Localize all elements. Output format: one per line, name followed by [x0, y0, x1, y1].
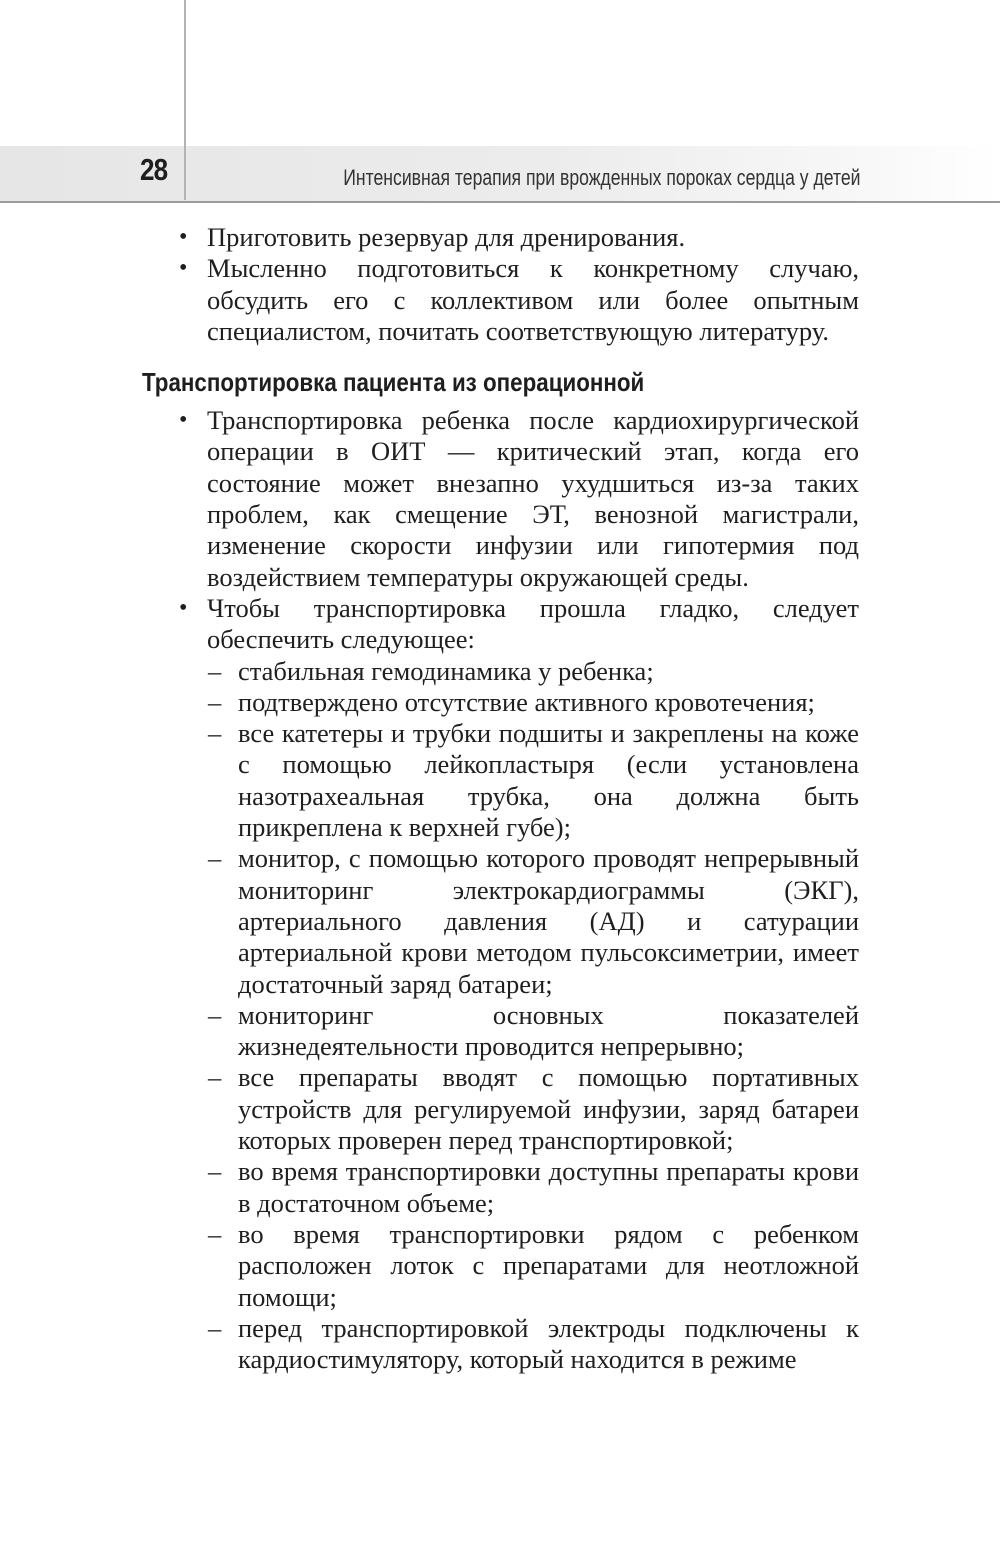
- list-item-text: Мысленно подготовиться к конкретному случаю, обсудить его с коллективом или более опытным специалистом, почитать соответствующую литературу.: [207, 253, 859, 346]
- section-heading: Транспортировка пациента из операционной: [142, 367, 645, 398]
- list-item-text: Чтобы транспортировка прошла гладко, следует обеспечить следующее:: [207, 592, 859, 655]
- sub-list-item: [208, 655, 859, 687]
- bullet-marker: •: [179, 407, 188, 434]
- sub-list-item-text: все катетеры и трубки подшиты и закреплены на коже с помощью лейкопластыря (если установлена назотрахеальная трубка, она должна быть прикреплена к верхней губе);: [238, 718, 859, 843]
- sub-list-item-text: подтверждено отсутствие активного кровотечения;: [238, 686, 815, 717]
- list-item: [179, 222, 859, 253]
- page-number: 28: [140, 152, 168, 187]
- list-item: [179, 592, 859, 656]
- header-vertical-rule: [184, 0, 186, 200]
- dash-marker: –: [208, 1312, 222, 1343]
- page-body: [0, 222, 1000, 1375]
- dash-marker: –: [208, 1156, 222, 1187]
- dash-marker: –: [208, 655, 222, 686]
- list-item-text: Транспортировка ребенка после кардиохирургической операции в ОИТ — критический этап, когда его состояние может внезапно ухудшиться из-за таких проблем, как смещение ЭТ, венозной магистрали, изменение скорости инфузии или гипотермия под воздействием температуры окружающей среды.: [207, 405, 859, 592]
- sub-list-item-text: мониторинг основных показателей жизнедеятельности проводится непрерывно;: [238, 999, 859, 1062]
- sub-list-item: [208, 843, 859, 999]
- sub-list-item-text: монитор, с помощью которого проводят непрерывный мониторинг электрокардиограммы (ЭКГ), артериального давления (АД) и сатурации артериальной крови методом пульсоксиметрии, имеет достаточный заряд батареи;: [238, 843, 859, 999]
- running-title: Интенсивная терапия при врожденных пороках сердца у детей: [342, 165, 860, 190]
- bullet-marker: •: [179, 255, 188, 282]
- sub-list-item: [208, 718, 859, 843]
- sub-list-item-text: во время транспортировки рядом с ребенком расположен лоток с препаратами для неотложной помощи;: [238, 1218, 859, 1312]
- bullet-marker: •: [179, 224, 188, 250]
- dash-marker: –: [208, 999, 222, 1030]
- bullet-marker: •: [179, 594, 188, 621]
- sub-list-item: [208, 686, 859, 718]
- dash-marker: –: [208, 686, 222, 717]
- list-item-text: Приготовить резервуар для дренирования.: [207, 222, 686, 252]
- dash-marker: –: [208, 843, 222, 874]
- sub-list-item: [208, 1156, 859, 1219]
- sub-list-item: [208, 1218, 859, 1313]
- sub-list-item-text: все препараты вводят с помощью портативных устройств для регулируемой инфузии, заряд батареи которых проверен перед транспортировкой;: [238, 1062, 859, 1156]
- sub-list-item: [208, 999, 859, 1063]
- list-item: [179, 405, 859, 593]
- dash-marker: –: [208, 1062, 222, 1093]
- sub-list-item: [208, 1062, 859, 1156]
- dash-marker: –: [208, 718, 222, 749]
- sub-list-item: [208, 1312, 859, 1376]
- list-item: [179, 253, 859, 347]
- sub-list-item-text: перед транспортировкой электроды подключены к кардиостимулятору, который находится в режиме: [238, 1312, 859, 1375]
- sub-list-item-text: стабильная гемодинамика у ребенка;: [238, 655, 654, 686]
- dash-marker: –: [208, 1218, 222, 1249]
- sub-list-item-text: во время транспортировки доступны препараты крови в достаточном объеме;: [238, 1156, 859, 1218]
